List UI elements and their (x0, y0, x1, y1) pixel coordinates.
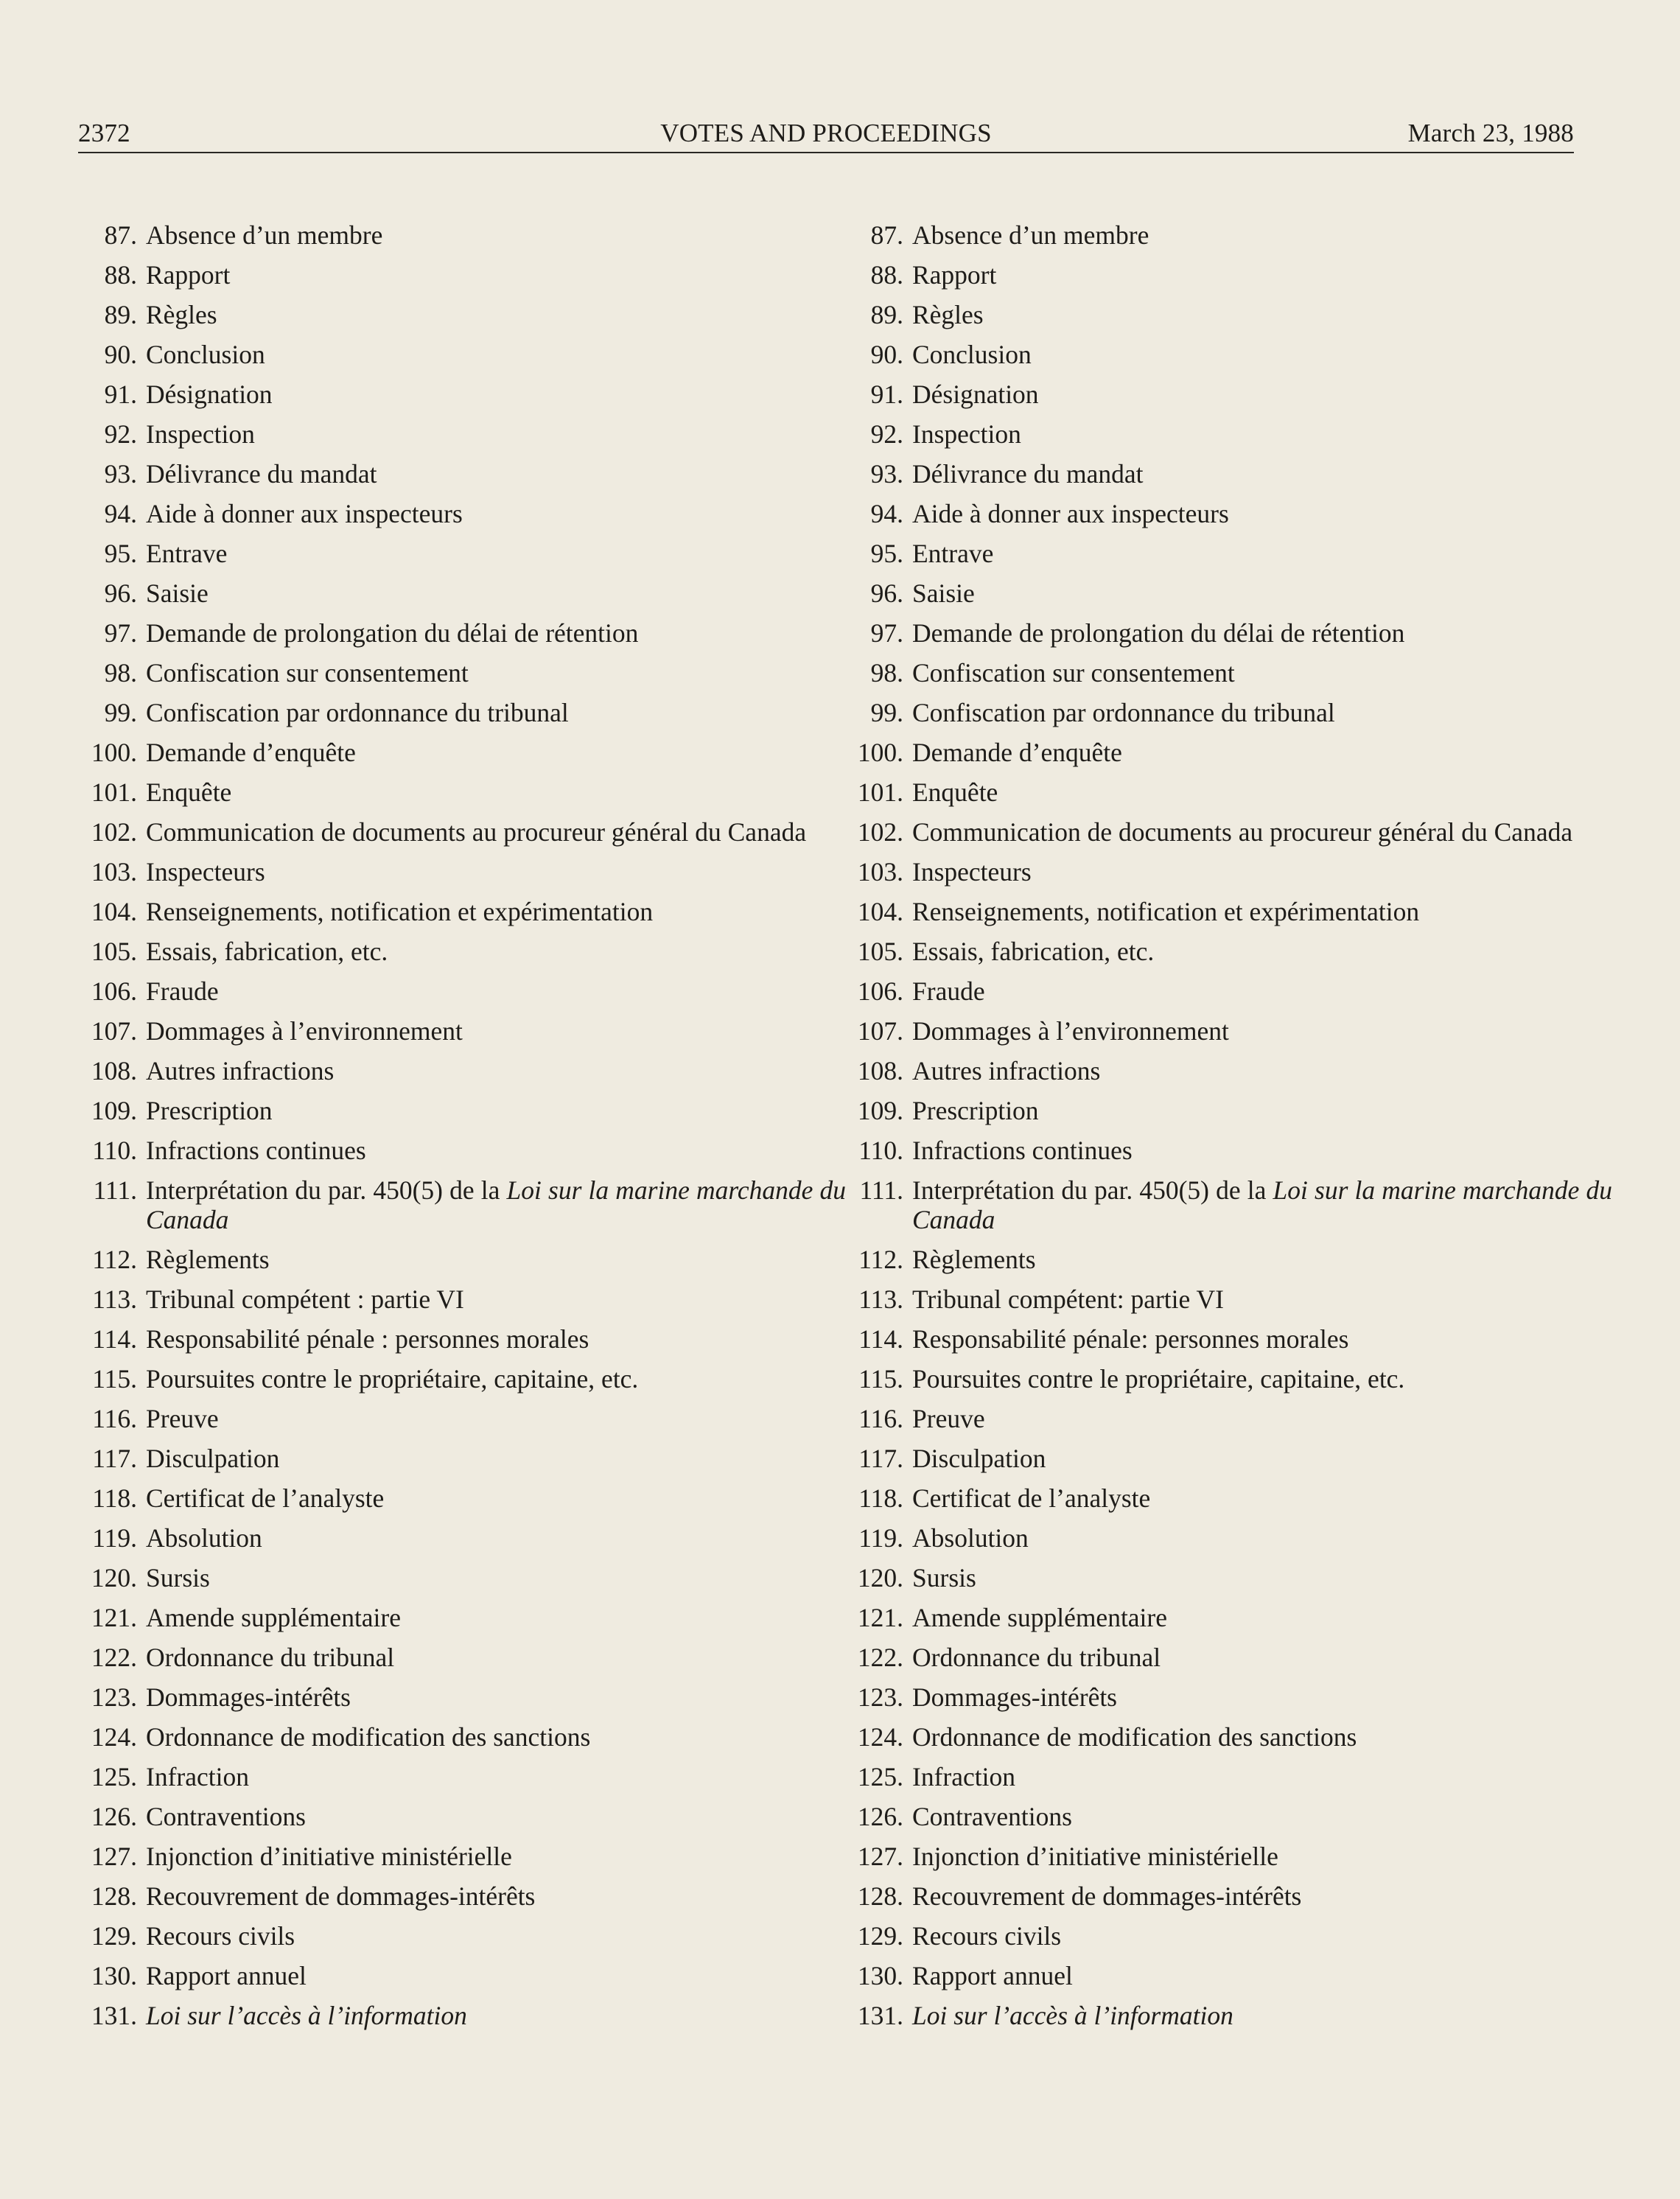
list-item (83, 852, 846, 892)
list-item (83, 971, 846, 1011)
section-number: 113. (858, 1284, 903, 1314)
list-item (849, 613, 1612, 653)
section-number: 130. (91, 1961, 137, 1990)
list-item (83, 1130, 846, 1170)
list-item (83, 1996, 846, 2035)
list-item (83, 255, 846, 295)
section-number: 106. (91, 976, 137, 1006)
section-number: 97. (104, 618, 137, 648)
section-heading: Essais, fabrication, etc. (146, 937, 388, 966)
section-heading: Recouvrement de dommages-intérêts (146, 1881, 536, 1911)
section-number: 131. (857, 2001, 903, 2030)
section-number: 111. (93, 1175, 137, 1205)
section-number: 121. (857, 1603, 903, 1632)
section-number: 91. (104, 380, 137, 409)
section-heading: Rapport (912, 260, 997, 290)
section-heading: Preuve (912, 1404, 985, 1433)
section-heading: Infractions continues (146, 1136, 366, 1165)
section-heading: Fraude (146, 976, 219, 1006)
section-heading: Renseignements, notification et expérimentation (146, 897, 654, 926)
section-number: 93. (870, 459, 903, 489)
section-heading: Renseignements, notification et expérimentation (912, 897, 1420, 926)
left-column (83, 215, 846, 2035)
section-number: 127. (91, 1842, 137, 1871)
section-number: 105. (857, 937, 903, 966)
section-heading: Demande de prolongation du délai de rétention (146, 618, 639, 648)
section-heading: Responsabilité pénale: personnes morales (912, 1324, 1349, 1354)
list-item (849, 1279, 1612, 1319)
section-number: 118. (92, 1483, 137, 1513)
section-number: 129. (91, 1921, 137, 1951)
list-item (83, 1438, 846, 1478)
section-heading: Disculpation (146, 1444, 280, 1473)
section-heading: Confiscation par ordonnance du tribunal (146, 698, 569, 727)
list-item (849, 1359, 1612, 1399)
section-number: 128. (857, 1881, 903, 1911)
list-item (83, 1876, 846, 1916)
list-item (83, 613, 846, 653)
list-item (83, 1677, 846, 1717)
section-number: 121. (91, 1603, 137, 1632)
section-number: 99. (104, 698, 137, 727)
section-heading: Désignation (912, 380, 1039, 409)
list-item (83, 1359, 846, 1399)
list-item (83, 1757, 846, 1797)
list-item (849, 1011, 1612, 1051)
list-item (83, 693, 846, 733)
list-item (849, 772, 1612, 812)
section-number: 98. (870, 658, 903, 688)
list-item (849, 733, 1612, 772)
section-number: 126. (857, 1802, 903, 1831)
list-item (83, 414, 846, 454)
section-number: 124. (857, 1722, 903, 1752)
section-number: 101. (857, 777, 903, 807)
list-item (83, 653, 846, 693)
section-number: 127. (857, 1842, 903, 1871)
section-number: 122. (91, 1643, 137, 1672)
list-item (83, 1091, 846, 1130)
section-number: 88. (870, 260, 903, 290)
list-item (83, 772, 846, 812)
section-number: 110. (858, 1136, 903, 1165)
section-heading-text: Interprétation du par. 450(5) de la (146, 1175, 500, 1205)
section-heading: Dommages-intérêts (912, 1682, 1118, 1712)
list-item (849, 653, 1612, 693)
list-item (83, 1478, 846, 1518)
section-number: 104. (857, 897, 903, 926)
running-title: VOTES AND PROCEEDINGS (660, 119, 992, 147)
list-item (83, 1240, 846, 1279)
section-heading (137, 1996, 846, 2035)
section-number: 104. (91, 897, 137, 926)
section-heading: Autres infractions (912, 1056, 1101, 1085)
section-heading: Règlements (912, 1245, 1036, 1274)
list-item (83, 494, 846, 534)
list-item (83, 335, 846, 374)
section-heading: Rapport annuel (912, 1961, 1073, 1990)
list-item (83, 1319, 846, 1359)
list-item (83, 1518, 846, 1558)
section-number: 91. (870, 380, 903, 409)
section-number: 115. (92, 1364, 137, 1394)
section-number: 90. (104, 340, 137, 369)
section-heading: Enquête (146, 777, 232, 807)
section-heading: Certificat de l’analyste (912, 1483, 1151, 1513)
list-item (83, 534, 846, 573)
section-heading: Conclusion (146, 340, 265, 369)
list-item (849, 1797, 1612, 1836)
list-item (83, 1399, 846, 1438)
section-heading: Infraction (146, 1762, 249, 1791)
section-heading: Recouvrement de dommages-intérêts (912, 1881, 1302, 1911)
act-title: Loi sur la marine marchande du Canada (912, 1175, 1613, 1234)
section-heading: Amende supplémentaire (912, 1603, 1168, 1632)
list-item (83, 1836, 846, 1876)
section-heading: Règles (912, 300, 984, 329)
section-heading: Confiscation sur consentement (912, 658, 1235, 688)
list-item (849, 1836, 1612, 1876)
list-item (849, 1598, 1612, 1637)
section-heading: Règlements (146, 1245, 270, 1274)
section-number: 92. (104, 419, 137, 449)
section-number: 95. (870, 539, 903, 568)
list-item (849, 1677, 1612, 1717)
section-heading: Essais, fabrication, etc. (912, 937, 1155, 966)
list-item (849, 1130, 1612, 1170)
section-number: 107. (91, 1016, 137, 1046)
section-number: 114. (858, 1324, 903, 1354)
section-heading: Responsabilité pénale : personnes morales (146, 1324, 589, 1354)
section-heading: Conclusion (912, 340, 1032, 369)
section-heading: Communication de documents au procureur général du Canada (912, 817, 1573, 847)
section-number: 123. (91, 1682, 137, 1712)
section-number: 87. (870, 220, 903, 250)
section-number: 94. (870, 499, 903, 528)
section-heading: Fraude (912, 976, 985, 1006)
section-heading: Poursuites contre le propriétaire, capitaine, etc. (912, 1364, 1405, 1394)
section-heading: Tribunal compétent: partie VI (912, 1284, 1224, 1314)
list-item (849, 892, 1612, 931)
section-heading: Certificat de l’analyste (146, 1483, 385, 1513)
section-heading: Enquête (912, 777, 998, 807)
list-item (849, 1319, 1612, 1359)
list-item (849, 1996, 1612, 2035)
section-heading: Saisie (912, 578, 975, 608)
section-heading: Demande d’enquête (146, 738, 356, 767)
section-number: 117. (858, 1444, 903, 1473)
list-item (83, 1011, 846, 1051)
section-number: 103. (857, 857, 903, 887)
section-heading: Saisie (146, 578, 209, 608)
list-item (83, 1956, 846, 1996)
list-item (849, 494, 1612, 534)
section-number: 122. (857, 1643, 903, 1672)
section-number: 117. (92, 1444, 137, 1473)
section-heading: Inspection (912, 419, 1021, 449)
act-title: Loi sur la marine marchande du Canada (146, 1175, 847, 1234)
section-number: 116. (92, 1404, 137, 1433)
section-number: 102. (91, 817, 137, 847)
section-heading: Ordonnance du tribunal (146, 1643, 395, 1672)
list-item (849, 812, 1612, 852)
section-number: 94. (104, 499, 137, 528)
section-number: 101. (91, 777, 137, 807)
section-heading: Amende supplémentaire (146, 1603, 402, 1632)
list-item (849, 1757, 1612, 1797)
right-column (849, 215, 1612, 2035)
list-item (83, 1797, 846, 1836)
list-item (83, 454, 846, 494)
section-heading: Disculpation (912, 1444, 1046, 1473)
section-number: 97. (870, 618, 903, 648)
section-heading: Confiscation par ordonnance du tribunal (912, 698, 1335, 727)
section-heading: Délivrance du mandat (912, 459, 1144, 489)
section-number: 88. (104, 260, 137, 290)
section-heading: Rapport annuel (146, 1961, 307, 1990)
section-heading: Sursis (146, 1563, 210, 1593)
section-number: 119. (858, 1523, 903, 1553)
list-item (849, 573, 1612, 613)
section-heading: Recours civils (146, 1921, 295, 1951)
list-item (849, 1717, 1612, 1757)
section-heading: Sursis (912, 1563, 976, 1593)
list-item (849, 693, 1612, 733)
section-number: 112. (858, 1245, 903, 1274)
section-number: 113. (92, 1284, 137, 1314)
section-heading: Inspection (146, 419, 255, 449)
list-item (849, 1240, 1612, 1279)
list-item (83, 374, 846, 414)
section-number: 100. (91, 738, 137, 767)
section-heading: Injonction d’initiative ministérielle (146, 1842, 512, 1871)
page-header (78, 115, 1574, 153)
section-number: 109. (857, 1096, 903, 1125)
section-number: 92. (870, 419, 903, 449)
list-item (849, 852, 1612, 892)
list-item (849, 1170, 1612, 1240)
section-number: 125. (857, 1762, 903, 1791)
section-number: 87. (104, 220, 137, 250)
section-heading: Demande d’enquête (912, 738, 1122, 767)
list-item (849, 1956, 1612, 1996)
section-number: 107. (857, 1016, 903, 1046)
section-heading: Entrave (146, 539, 228, 568)
list-item (849, 534, 1612, 573)
list-item (849, 971, 1612, 1011)
section-number: 89. (870, 300, 903, 329)
section-number: 131. (91, 2001, 137, 2030)
section-heading: Communication de documents au procureur général du Canada (146, 817, 807, 847)
section-number: 114. (92, 1324, 137, 1354)
section-number: 125. (91, 1762, 137, 1791)
section-heading: Prescription (912, 1096, 1039, 1125)
list-item (83, 1279, 846, 1319)
section-heading: Absence d’un membre (912, 220, 1149, 250)
section-heading: Infraction (912, 1762, 1015, 1791)
section-heading: Ordonnance de modification des sanctions (912, 1722, 1357, 1752)
list-item (849, 215, 1612, 255)
section-heading: Autres infractions (146, 1056, 335, 1085)
section-heading (903, 1996, 1612, 2035)
section-number: 100. (857, 738, 903, 767)
section-heading: Injonction d’initiative ministérielle (912, 1842, 1278, 1871)
section-heading (137, 1170, 846, 1240)
list-item (849, 1558, 1612, 1598)
section-number: 116. (858, 1404, 903, 1433)
list-item (83, 295, 846, 335)
list-item (83, 812, 846, 852)
section-number: 96. (104, 578, 137, 608)
section-heading: Recours civils (912, 1921, 1062, 1951)
list-item (849, 1876, 1612, 1916)
page-number: 2372 (78, 119, 130, 147)
section-heading: Tribunal compétent : partie VI (146, 1284, 464, 1314)
section-number: 115. (858, 1364, 903, 1394)
publication-date: March 23, 1988 (1407, 119, 1574, 147)
list-item (849, 1051, 1612, 1091)
section-number: 109. (91, 1096, 137, 1125)
section-heading: Désignation (146, 380, 273, 409)
section-number: 93. (104, 459, 137, 489)
section-number: 118. (858, 1483, 903, 1513)
list-item (83, 1717, 846, 1757)
section-number: 124. (91, 1722, 137, 1752)
list-item (849, 295, 1612, 335)
section-heading: Dommages à l’environnement (146, 1016, 463, 1046)
section-number: 108. (91, 1056, 137, 1085)
section-heading: Poursuites contre le propriétaire, capitaine, etc. (146, 1364, 639, 1394)
section-heading: Règles (146, 300, 217, 329)
section-number: 99. (870, 698, 903, 727)
list-item (849, 1637, 1612, 1677)
section-heading: Contraventions (146, 1802, 306, 1831)
section-number: 128. (91, 1881, 137, 1911)
list-item (83, 1170, 846, 1240)
section-number: 96. (870, 578, 903, 608)
section-number: 111. (859, 1175, 903, 1205)
list-item (849, 454, 1612, 494)
list-item (83, 1637, 846, 1677)
list-item (849, 414, 1612, 454)
section-heading: Dommages à l’environnement (912, 1016, 1229, 1046)
section-heading: Confiscation sur consentement (146, 658, 469, 688)
section-heading: Délivrance du mandat (146, 459, 377, 489)
section-heading: Dommages-intérêts (146, 1682, 351, 1712)
list-item (83, 573, 846, 613)
section-heading: Ordonnance de modification des sanctions (146, 1722, 591, 1752)
section-number: 98. (104, 658, 137, 688)
list-item (849, 1438, 1612, 1478)
section-number: 102. (857, 817, 903, 847)
section-number: 129. (857, 1921, 903, 1951)
section-number: 90. (870, 340, 903, 369)
section-number: 108. (857, 1056, 903, 1085)
section-heading: Demande de prolongation du délai de rétention (912, 618, 1405, 648)
section-number: 119. (92, 1523, 137, 1553)
section-number: 112. (92, 1245, 137, 1274)
section-heading: Absence d’un membre (146, 220, 383, 250)
section-heading: Aide à donner aux inspecteurs (912, 499, 1229, 528)
section-heading: Aide à donner aux inspecteurs (146, 499, 463, 528)
list-item (849, 1091, 1612, 1130)
section-number: 103. (91, 857, 137, 887)
list-item (849, 1399, 1612, 1438)
section-number: 120. (91, 1563, 137, 1593)
section-heading: Inspecteurs (912, 857, 1032, 887)
section-number: 130. (857, 1961, 903, 1990)
section-number: 120. (857, 1563, 903, 1593)
list-item (849, 931, 1612, 971)
section-number: 110. (92, 1136, 137, 1165)
section-heading: Infractions continues (912, 1136, 1133, 1165)
section-heading: Ordonnance du tribunal (912, 1643, 1161, 1672)
section-heading: Contraventions (912, 1802, 1072, 1831)
section-heading: Absolution (146, 1523, 262, 1553)
section-heading (903, 1170, 1612, 1240)
section-number: 89. (104, 300, 137, 329)
list-item (849, 255, 1612, 295)
section-heading: Preuve (146, 1404, 219, 1433)
section-number: 123. (857, 1682, 903, 1712)
list-item (83, 1916, 846, 1956)
list-item (849, 1518, 1612, 1558)
act-title: Loi sur l’accès à l’information (146, 2001, 467, 2030)
list-item (849, 1916, 1612, 1956)
list-item (849, 335, 1612, 374)
section-heading: Entrave (912, 539, 994, 568)
section-heading: Prescription (146, 1096, 273, 1125)
list-item (83, 931, 846, 971)
list-item (83, 1558, 846, 1598)
list-item (83, 1051, 846, 1091)
list-item (83, 1598, 846, 1637)
section-number: 105. (91, 937, 137, 966)
section-number: 106. (857, 976, 903, 1006)
section-heading: Inspecteurs (146, 857, 265, 887)
list-item (83, 215, 846, 255)
list-item (83, 892, 846, 931)
section-heading: Rapport (146, 260, 231, 290)
section-number: 95. (104, 539, 137, 568)
list-item (83, 733, 846, 772)
list-item (849, 374, 1612, 414)
section-number: 126. (91, 1802, 137, 1831)
section-heading-text: Interprétation du par. 450(5) de la (912, 1175, 1267, 1205)
list-item (849, 1478, 1612, 1518)
section-heading: Absolution (912, 1523, 1029, 1553)
act-title: Loi sur l’accès à l’information (912, 2001, 1233, 2030)
